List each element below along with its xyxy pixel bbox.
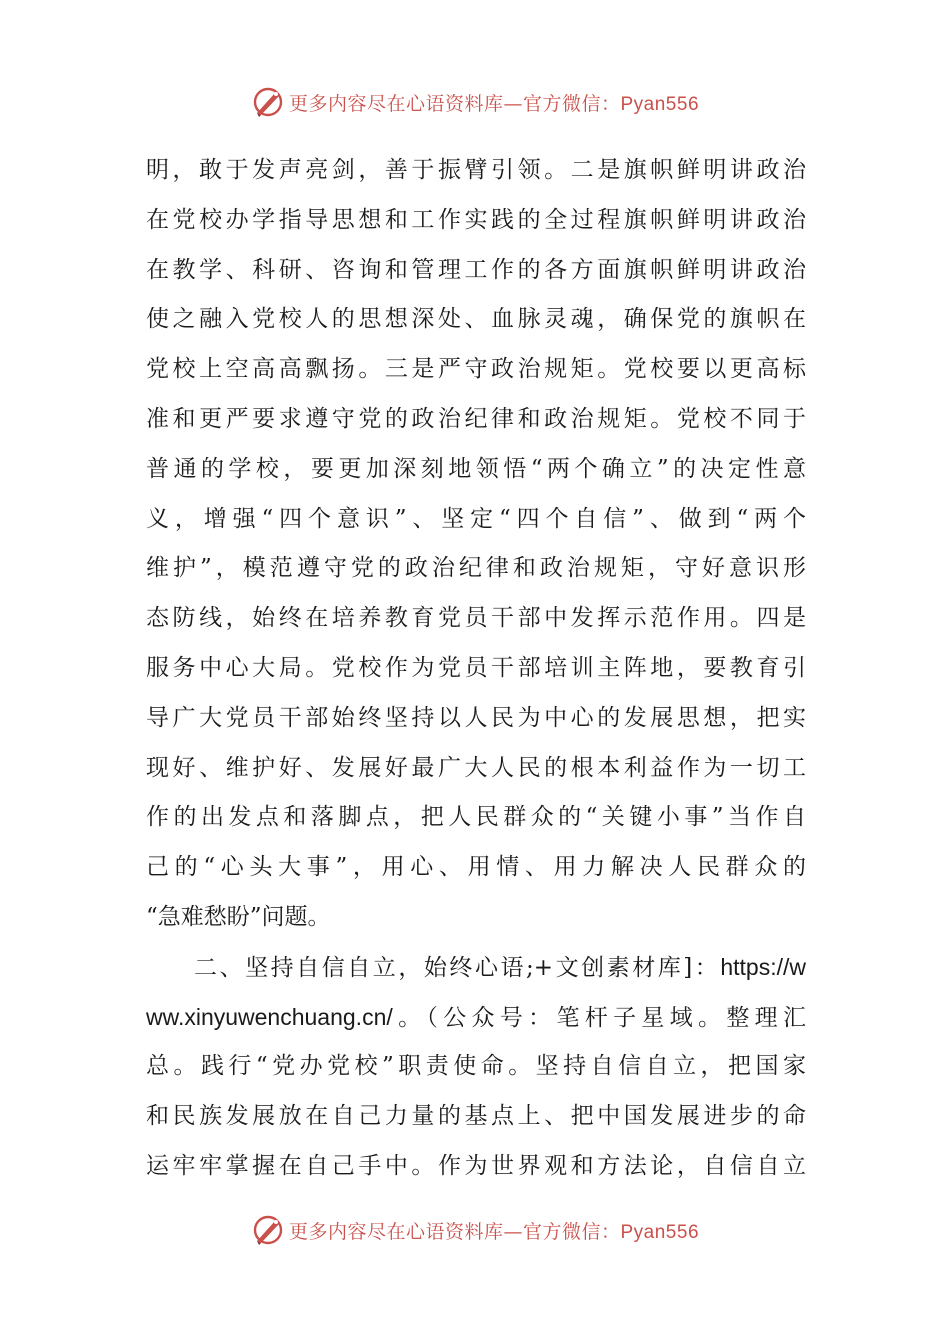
text-line: 己的“心头大事”，用心、用情、用力解决人民群众的 [146, 854, 806, 881]
text-line: 党校上空高高飘扬。三是严守政治规矩。党校要以更高标 [146, 356, 806, 383]
text-line: ww.xinyuwenchuang.cn/。（公众号：笔杆子星域。整理汇 [146, 1003, 806, 1031]
text-line: 使之融入党校人的思想深处、血脉灵魂，确保党的旗帜在 [146, 306, 806, 333]
text-line: 运牢牢掌握在自己手中。作为世界观和方法论，自信自立 [146, 1152, 806, 1179]
text-line: 现好、维护好、发展好最广大人民的根本利益作为一切工 [146, 754, 806, 781]
banner-wechat-id: Pyan556 [620, 1221, 700, 1243]
pen-logo-icon [251, 1213, 285, 1247]
text-line: 在党校办学指导思想和工作实践的全过程旗帜鲜明讲政治 [146, 206, 806, 233]
banner-text: 更多内容尽在心语资料库—官方微信：Pyan556 [288, 1220, 700, 1243]
pen-logo-icon [251, 85, 285, 119]
text-line: 义，增强“四个意识”、坚定“四个自信”、做到“两个 [146, 505, 806, 532]
text-line: 作的出发点和落脚点，把人民群众的“关键小事”当作自 [146, 804, 806, 831]
document-body [146, 146, 806, 1192]
text-line: 导广大党员干部始终坚持以人民为中心的发展思想，把实 [146, 704, 806, 731]
url-text: ww.xinyuwenchuang.cn/ [146, 1003, 393, 1030]
text-line: 在教学、科研、咨询和管理工作的各方面旗帜鲜明讲政治 [146, 256, 806, 283]
text-line: 维护”，模范遵守党的政治纪律和政治规矩，守好意识形 [146, 555, 806, 582]
text-line: 服务中心大局。党校作为党员干部培训主阵地，要教育引 [146, 654, 806, 681]
footer-banner [0, 1210, 950, 1250]
text-line: 态防线，始终在培养教育党员干部中发挥示范作用。四是 [146, 605, 806, 632]
text-line: “急难愁盼”问题。 [146, 903, 331, 930]
text-line: 明，敢于发声亮剑，善于振臂引领。二是旗帜鲜明讲政治 [146, 157, 806, 183]
paragraph-heading-line: 二、坚持自信自立，始终心语;+文创素材库]：https://w [194, 953, 806, 981]
url-text: https://w [720, 953, 806, 980]
text-line: 普通的学校，要更加深刻地领悟“两个确立”的决定性意 [146, 455, 806, 482]
text-line: 和民族发展放在自己力量的基点上、把中国发展进步的命 [146, 1103, 806, 1130]
header-banner [0, 82, 950, 122]
text-line: 准和更严要求遵守党的政治纪律和政治规矩。党校不同于 [146, 405, 806, 432]
banner-text: 更多内容尽在心语资料库—官方微信：Pyan556 [288, 92, 700, 115]
text-line: 总。践行“党办党校”职责使命。坚持自信自立，把国家 [146, 1053, 806, 1080]
banner-wechat-id: Pyan556 [620, 93, 700, 115]
